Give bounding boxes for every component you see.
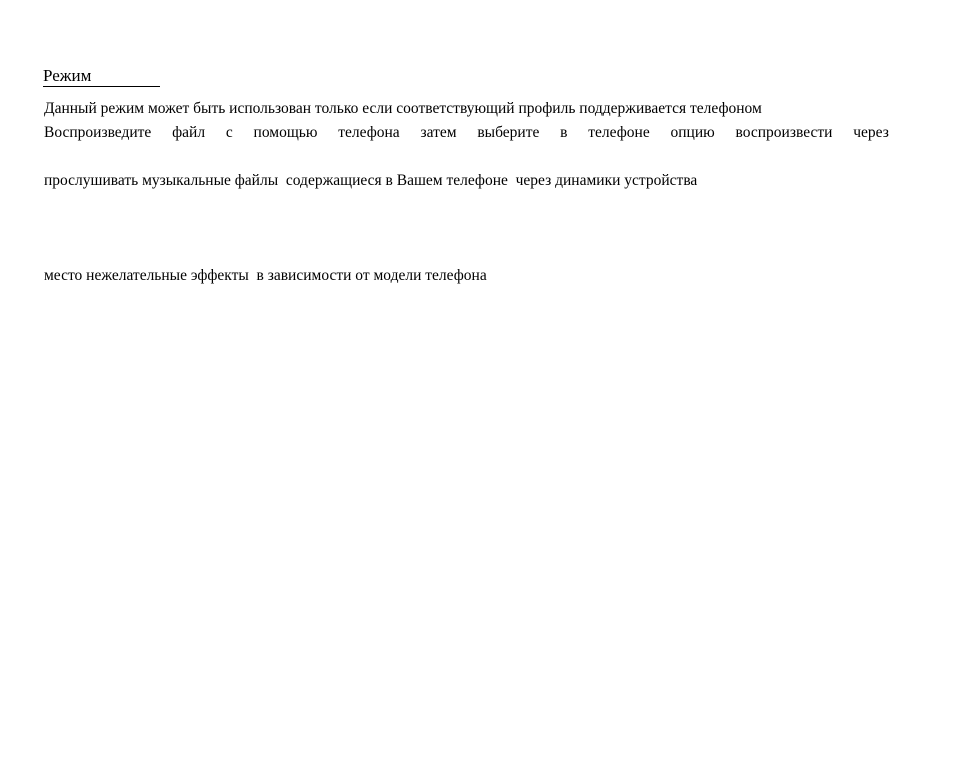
word: с [225,124,233,141]
paragraph1-line2 [44,124,889,142]
word: в [560,124,568,141]
word: через [853,124,889,141]
word: помощью [253,124,318,141]
note-line3: место нежелательные эффекты в зависимости от модели телефона [44,267,487,284]
word: телефона [338,124,400,141]
section-heading: Режим [43,66,160,87]
word: воспроизвести [735,124,833,141]
paragraph1-line4: прослушивать музыкальные файлы содержащиеся в Вашем телефоне через динамики устройства [44,172,698,189]
word: затем [420,124,457,141]
word: файл [172,124,206,141]
word: опцию [670,124,715,141]
word: телефоне [588,124,650,141]
word: выберите [477,124,540,141]
word: Воспроизведите [44,124,152,141]
paragraph1-line1: Данный режим может быть использован только если соответствующий профиль поддерживается телефоном [44,100,762,117]
